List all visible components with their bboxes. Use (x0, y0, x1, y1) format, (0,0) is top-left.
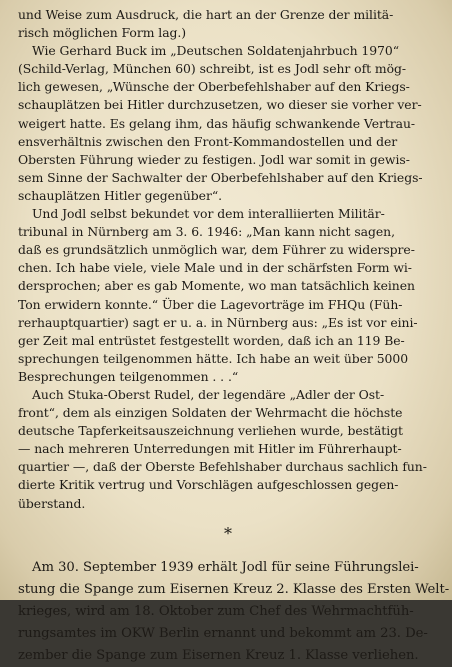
text-line: Auch Stuka-Oberst Rudel, der legendäre „Adler der Ost- (32, 386, 385, 402)
text-line: (Schild-Verlag, München 60) schreibt, ist es Jodl sehr oft mög- (18, 61, 407, 77)
text-line: front“, dem als einzigen Soldaten der Wehrmacht die höchste (18, 405, 403, 421)
text-line: schauplätzen bei Hitler durchzusetzen, wo dieser sie vorher ver- (18, 97, 422, 113)
text-line: und Weise zum Ausdruck, die hart an der Grenze der militä- (18, 7, 394, 22)
text-line: tribunal in Nürnberg am 3. 6. 1946: „Man kann nicht sagen, (18, 224, 395, 240)
text-line: rerhauptquartier) sagt er u. a. in Nürnberg aus: „Es ist vor eini- (18, 314, 418, 330)
text-line: ensverhältnis zwischen den Front-Kommandostellen und der (18, 133, 398, 149)
text-line: stung die Spange zum Eisernen Kreuz 2. Klasse des Ersten Welt- (18, 581, 450, 597)
text-line: Obersten Führung wieder zu festigen. Jodl war somit in gewis- (18, 151, 410, 167)
text-line: ger Zeit mal entrüstet festgestellt worden, daß ich an 119 Be- (18, 332, 405, 348)
text-line: krieges, wird am 18. Oktober zum Chef des Wehrmachtfüh- (18, 603, 414, 619)
book-page (18, 6, 450, 667)
paragraph-5 (18, 557, 450, 667)
text-line: sem Sinne der Sachwalter der Oberbefehlshaber auf den Kriegs- (18, 169, 423, 185)
text-line: dersprochen; aber es gab Momente, wo man tatsächlich keinen (18, 278, 415, 294)
text-line: risch möglichen Form lag.) (18, 25, 187, 41)
text-line: lich gewesen, „Wünsche der Oberbefehlshaber auf den Kriegs- (18, 79, 410, 95)
text-line: deutsche Tapferkeitsauszeichnung verliehen wurde, bestätigt (18, 423, 403, 439)
text-line: überstand. (18, 495, 86, 511)
paragraph-1 (18, 6, 438, 42)
text-line: rungsamtes im OKW Berlin ernannt und bekommt am 23. De- (18, 625, 428, 641)
text-line: chen. Ich habe viele, viele Male und in der schärfsten Form wi- (18, 260, 412, 276)
text-line: daß es grundsätzlich unmöglich war, dem Führer zu widerspre- (18, 242, 415, 258)
paragraph-4 (18, 386, 438, 513)
section-divider: * (224, 523, 232, 543)
text-line: sprechungen teilgenommen hätte. Ich habe an weit über 5000 (18, 350, 409, 366)
text-line: Wie Gerhard Buck im „Deutschen Soldatenjahrbuch 1970“ (32, 43, 400, 59)
text-line: Ton erwidern konnte.“ Über die Lagevorträge im FHQu (Füh- (18, 296, 403, 312)
text-line: zember die Spange zum Eisernen Kreuz 1. Klasse verliehen. (18, 647, 419, 663)
paragraph-3 (18, 205, 438, 386)
text-line: quartier —, daß der Oberste Befehlshaber durchaus sachlich fun- (18, 459, 427, 475)
text-line: Am 30. September 1939 erhält Jodl für seine Führungslei- (32, 559, 419, 575)
text-line: Besprechungen teilgenommen . . .“ (18, 368, 239, 384)
text-line: schauplätzen Hitler gegenüber“. (18, 187, 222, 203)
text-line: — nach mehreren Unterredungen mit Hitler im Führerhaupt- (18, 441, 402, 457)
paragraph-2 (18, 42, 438, 205)
text-line: dierte Kritik vertrug und Vorschlägen aufgeschlossen gegen- (18, 477, 399, 493)
text-line: Und Jodl selbst bekundet vor dem interalliierten Militär- (32, 206, 385, 222)
text-line: weigert hatte. Es gelang ihm, das häufig schwankende Vertrau- (18, 115, 416, 131)
